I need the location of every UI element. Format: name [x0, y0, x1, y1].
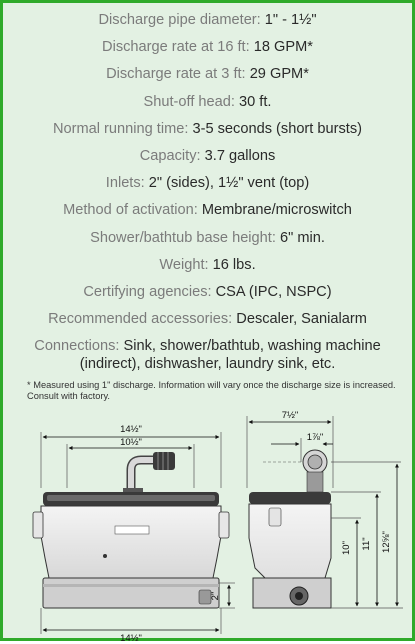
spec-label: Method of activation: — [63, 202, 198, 219]
front-width-top-label: 14½" — [120, 424, 142, 435]
spec-row-accessories — [9, 306, 406, 333]
dimension-diagram — [3, 408, 415, 644]
spec-label: Certifying agencies: — [83, 283, 212, 300]
spec-row-inlets — [9, 170, 406, 197]
spec-label: Discharge pipe diameter: — [98, 12, 261, 28]
side-height-11-label: 11" — [361, 537, 372, 551]
side-view — [247, 410, 403, 608]
spec-label: Inlets: — [105, 175, 145, 192]
brand-plate — [115, 526, 149, 534]
right-inlet — [219, 512, 229, 538]
spec-value: Descaler, Sanialarm — [236, 311, 367, 328]
spec-value: 29 GPM* — [249, 66, 309, 83]
side-lid — [249, 492, 331, 504]
spec-value: Membrane/microswitch — [201, 202, 352, 219]
side-depth-label: 7½" — [281, 410, 299, 421]
spec-value: 3-5 seconds (short bursts) — [192, 120, 363, 137]
spec-value: Sink, shower/bathtub, washing machine (indirect), dishwasher, laundry sink, etc. — [79, 338, 381, 373]
spec-row-discharge-rate-3ft — [9, 61, 406, 88]
side-height-10-label: 10" — [341, 541, 352, 555]
spec-value: 16 lbs. — [212, 256, 256, 273]
spec-row-activation — [9, 197, 406, 224]
footnote: * Measured using 1" discharge. Information will vary once the discharge size is increased. Consult with factory. — [27, 380, 396, 401]
discharge-coupling — [153, 452, 175, 470]
front-width-inner-label: 10½" — [120, 437, 142, 448]
spec-value: 30 ft. — [239, 93, 272, 110]
spec-list — [9, 7, 406, 373]
front-base-height-label: 2" — [210, 591, 221, 601]
spec-row-weight — [9, 252, 406, 279]
spec-label: Discharge rate at 16 ft: — [102, 39, 250, 56]
left-inlet — [33, 512, 43, 538]
spec-label: Discharge rate at 3 ft: — [106, 66, 246, 83]
side-outlet-label: 1⅞" — [306, 432, 324, 443]
spec-label: Capacity: — [139, 147, 201, 164]
spec-value: 6" min. — [279, 229, 325, 246]
spec-label: Connections: — [34, 338, 120, 355]
front-width-bottom-label: 14½" — [120, 633, 142, 644]
spec-label: Normal running time: — [52, 120, 189, 137]
spec-label: Shut-off head: — [143, 93, 235, 110]
spec-value: 18 GPM* — [253, 39, 313, 56]
spec-row-discharge-rate-16ft — [9, 34, 406, 61]
spec-row-certifying-agencies — [9, 279, 406, 306]
side-height-total-label: 12⅝" — [381, 531, 392, 553]
spec-row-capacity — [9, 143, 406, 170]
front-base — [43, 578, 219, 608]
spec-value: CSA (IPC, NSPC) — [215, 283, 332, 300]
spec-row-discharge-pipe-diameter — [9, 7, 406, 34]
spec-value: 3.7 gallons — [204, 147, 276, 164]
spec-row-running-time — [9, 116, 406, 143]
spec-label: Shower/bathtub base height: — [90, 229, 276, 246]
spec-row-connections — [9, 333, 406, 373]
side-inlet — [269, 508, 281, 526]
spec-value: 1" - 1½" — [264, 12, 317, 28]
spec-value: 2" (sides), 1½" vent (top) — [148, 175, 310, 192]
spec-label: Weight: — [159, 256, 209, 273]
front-view — [33, 424, 235, 644]
spec-label: Recommended accessories: — [48, 311, 233, 328]
spec-row-base-height — [9, 225, 406, 252]
spec-row-shut-off-head — [9, 89, 406, 116]
front-body — [41, 506, 221, 578]
